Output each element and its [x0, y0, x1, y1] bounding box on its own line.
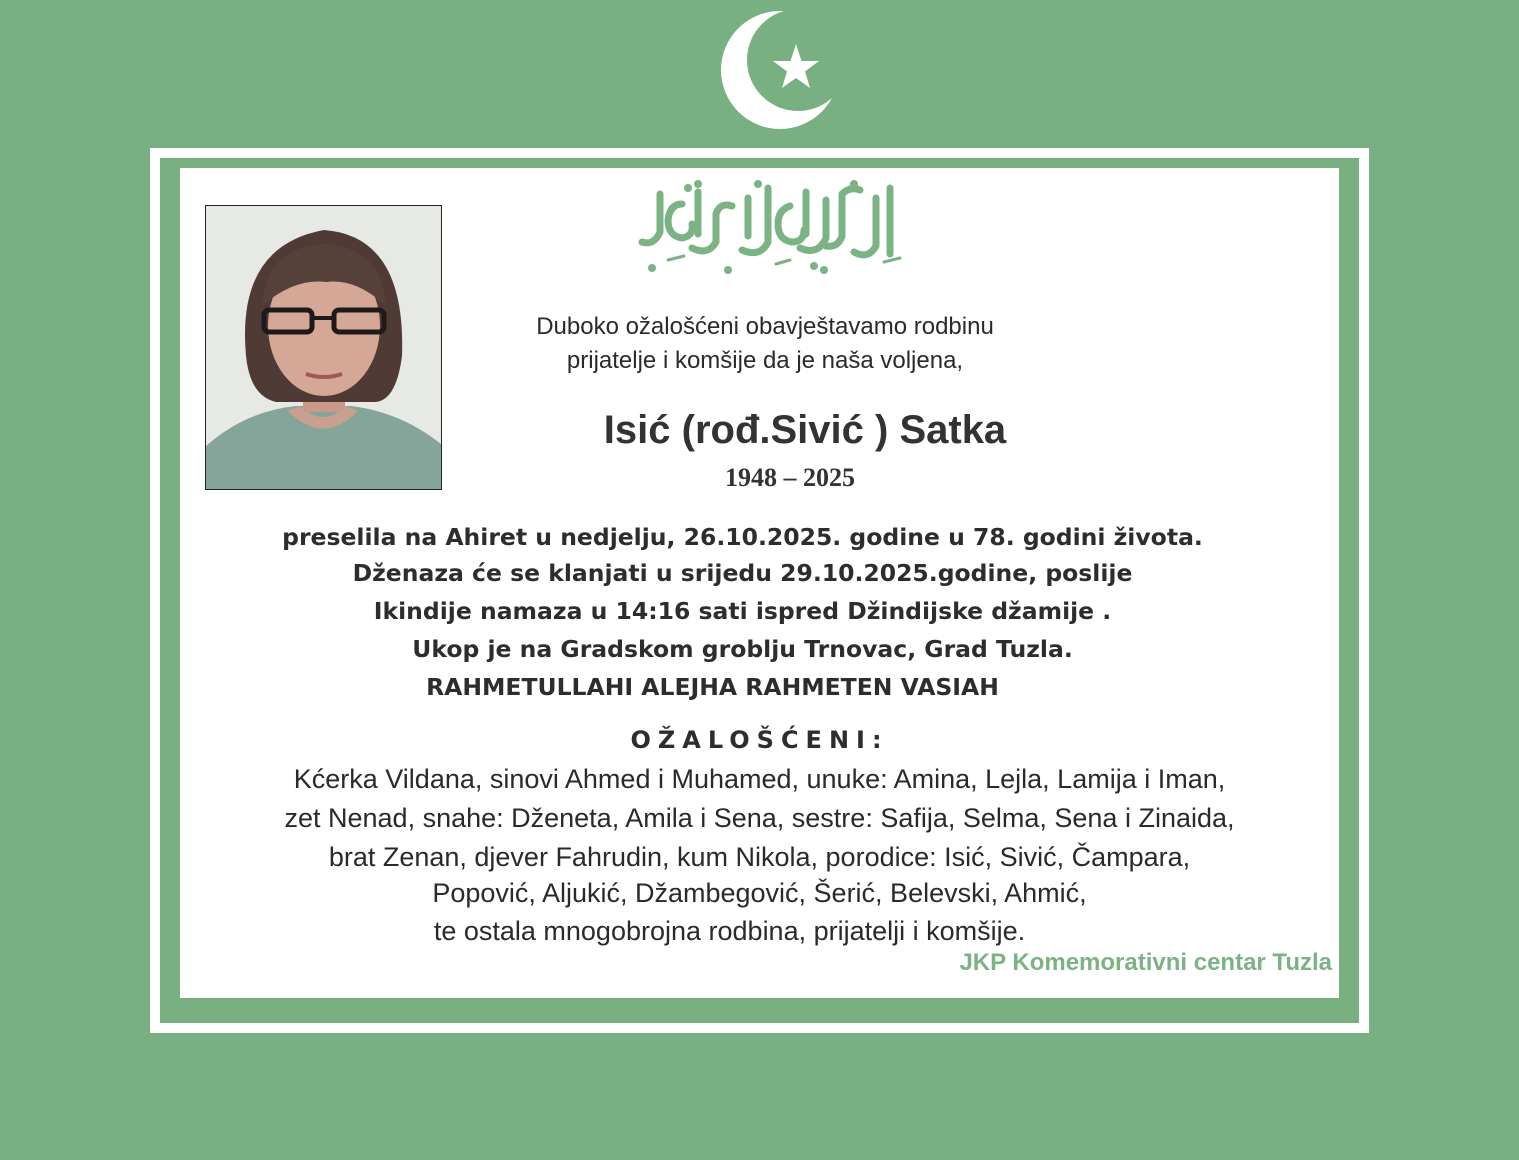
intro-line-1: Duboko ožalošćeni obavještavamo rodbinu: [536, 313, 994, 340]
mourners-line-3: brat Zenan, djever Fahrudin, kum Nikola, porodice: Isić, Sivić, Čampara,: [328, 842, 1191, 872]
mourners-line-5: te ostala mnogobrojna rodbina, prijatelji i komšije.: [433, 916, 1026, 946]
intro-line-2: prijatelje i komšije da je naša voljena,: [566, 347, 964, 374]
mourners-line-1: Kćerka Vildana, sinovi Ahmed i Muhamed, unuke: Amina, Lejla, Lamija i Iman,: [293, 764, 1226, 794]
body-line-2: Dženaza će se klanjati u srijedu 29.10.2025.godine, poslije: [352, 559, 1133, 587]
mourners-line-4: Popović, Aljukić, Džambegović, Šerić, Belevski, Ahmić,: [432, 878, 1087, 908]
life-years: 1948 – 2025: [725, 463, 855, 492]
body-line-5: RAHMETULLAHI ALEJHA RAHMETEN VASIAH: [426, 673, 999, 701]
body-line-1: preselila na Ahiret u nedjelju, 26.10.2025. godine u 78. godini života.: [282, 523, 1203, 551]
mourners-heading: OŽALOŠĆENI:: [630, 726, 889, 754]
arabic-calligraphy: [628, 176, 908, 286]
portrait-photo: [205, 205, 442, 490]
crescent-star-icon: [718, 8, 842, 132]
deceased-name: Isić (rođ.Sivić ) Satka: [603, 408, 1007, 452]
issuer-name: JKP Komemorativni centar Tuzla: [959, 949, 1332, 976]
body-line-4: Ukop je na Gradskom groblju Trnovac, Grad Tuzla.: [412, 635, 1073, 663]
mourners-line-2: zet Nenad, snahe: Dženeta, Amila i Sena, sestre: Safija, Selma, Sena i Zinaida,: [284, 803, 1235, 833]
body-line-3: Ikindije namaza u 14:16 sati ispred Džindijske džamije .: [373, 597, 1112, 625]
